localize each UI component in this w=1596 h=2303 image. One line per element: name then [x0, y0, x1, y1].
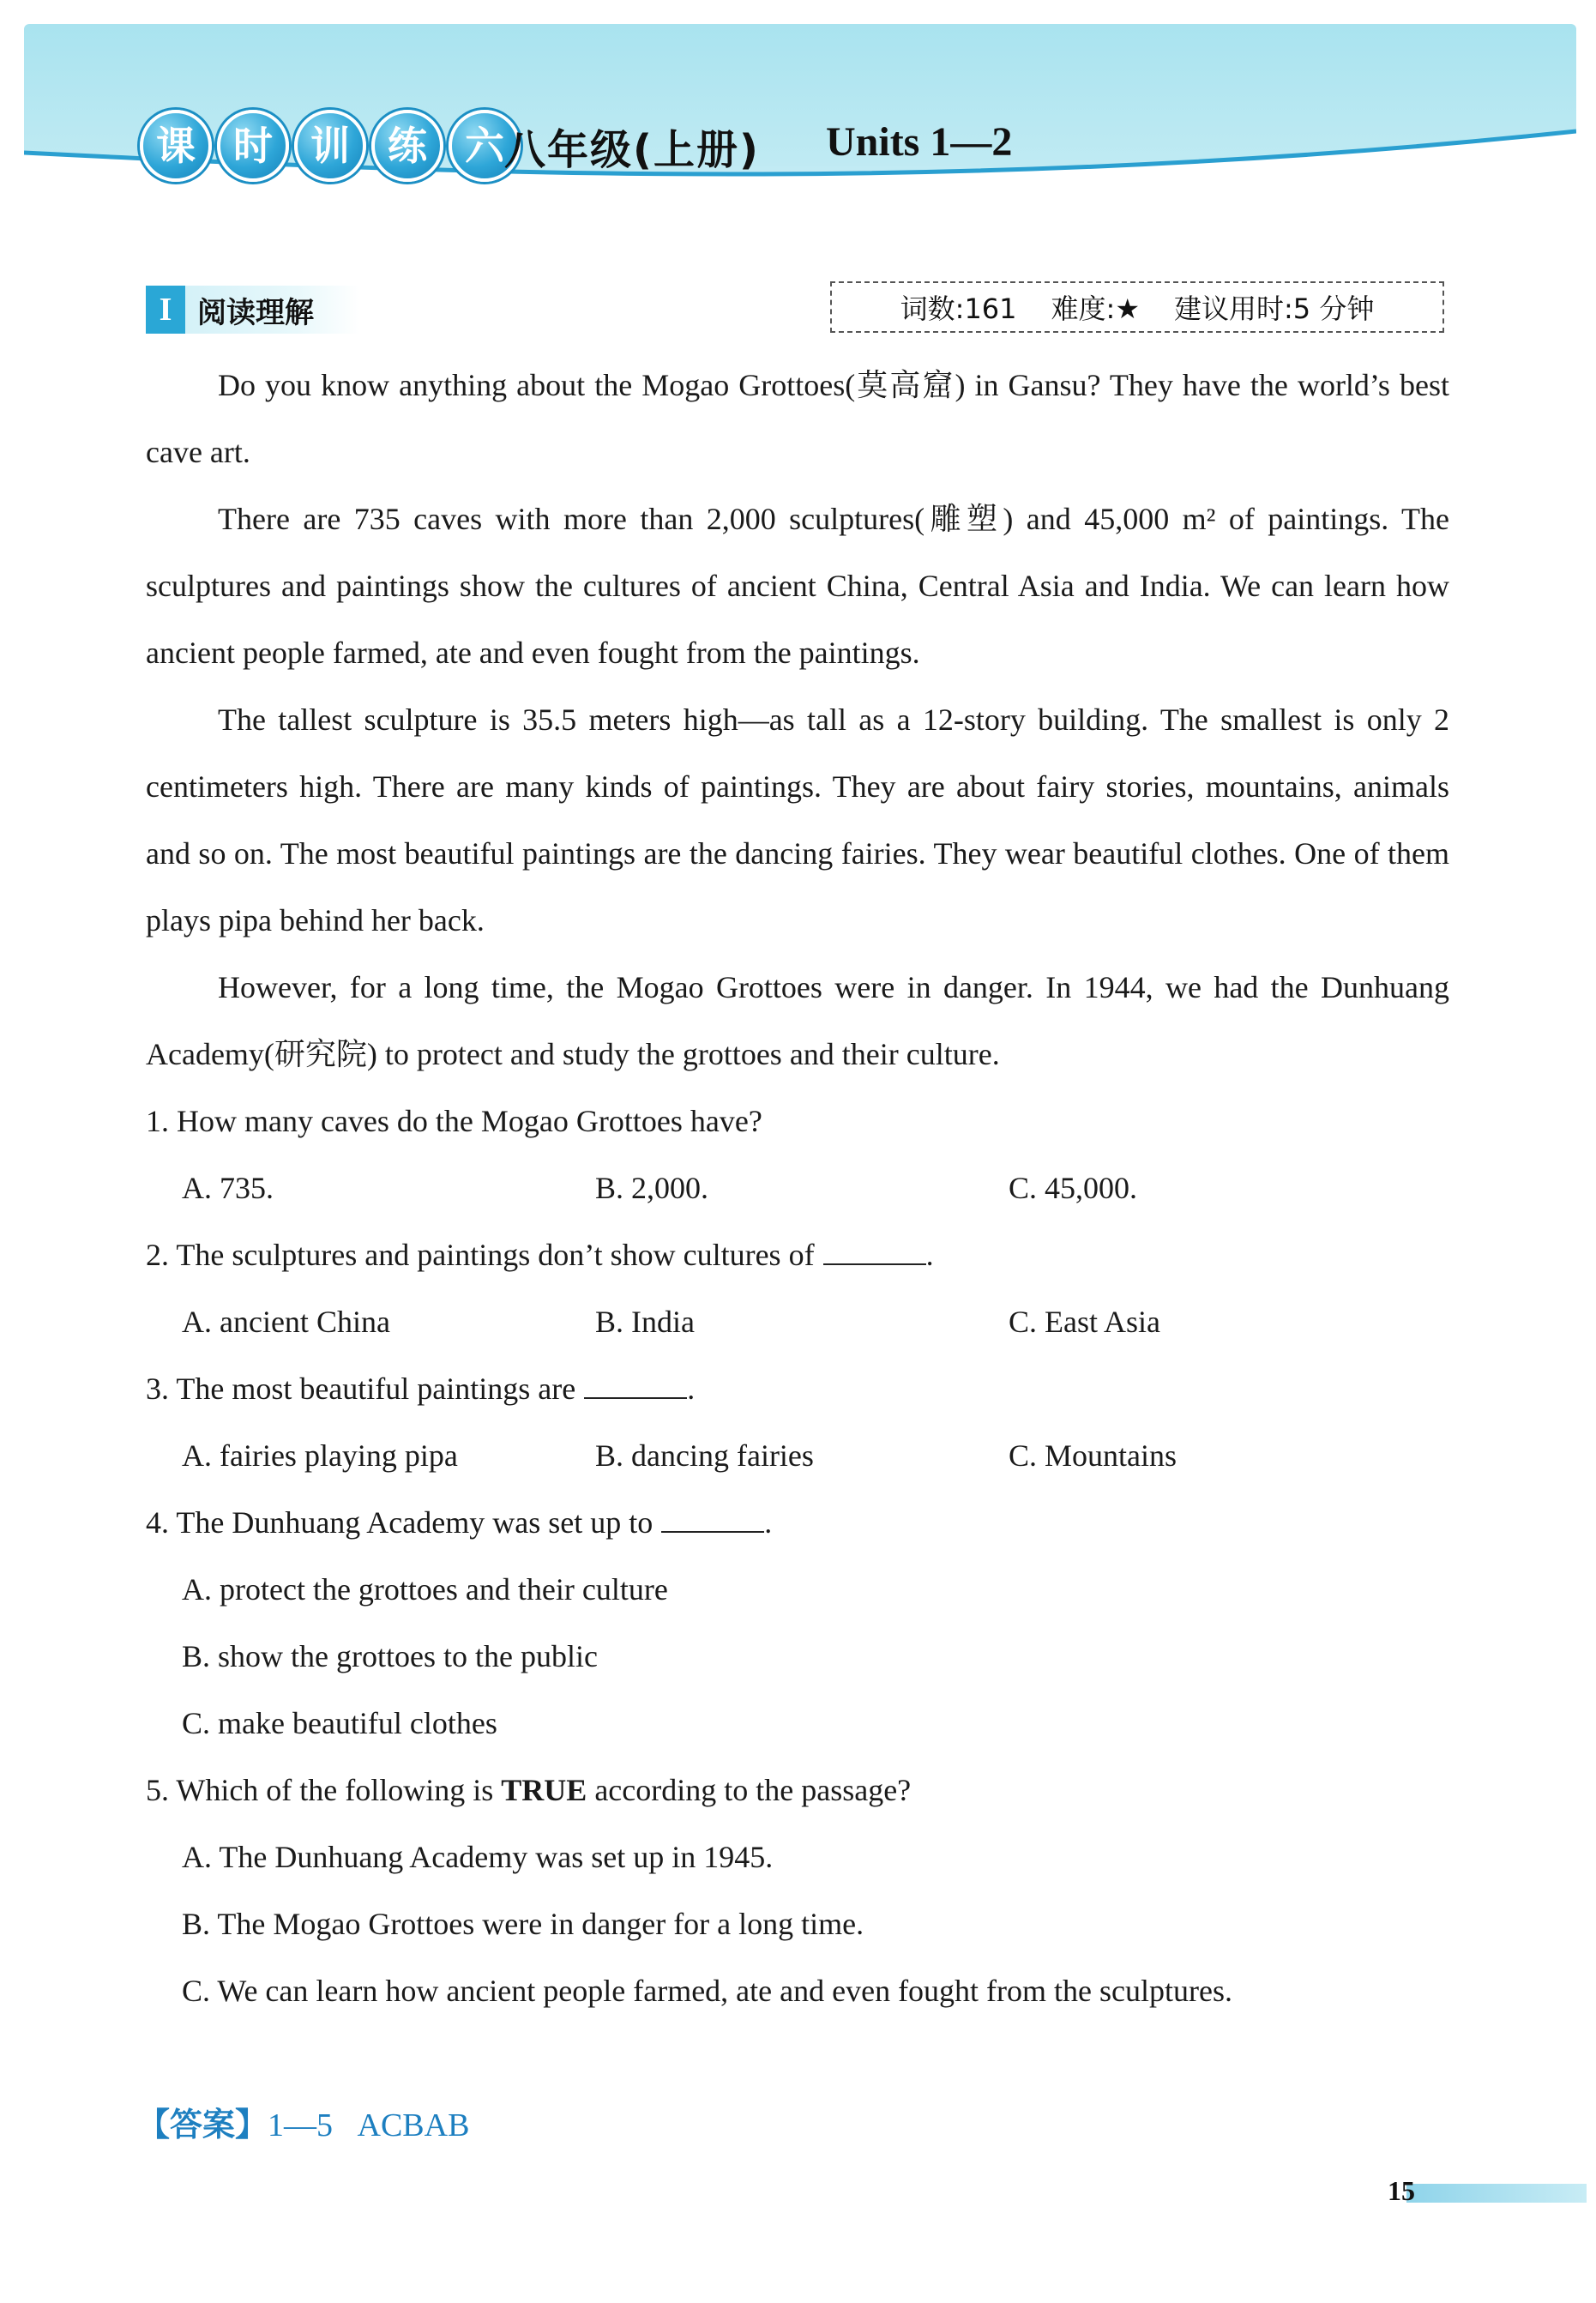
answer-blank — [661, 1505, 764, 1533]
option-c: C. 45,000. — [1009, 1171, 1138, 1205]
option-b: B. India — [595, 1305, 695, 1339]
word-count: 词数:161 — [900, 292, 1017, 325]
option-b: B. dancing fairies — [595, 1438, 814, 1473]
page-number: 15 — [1388, 2175, 1415, 2206]
passage-paragraph: However, for a long time, the Mogao Grottoes were in danger. In 1944, we had the Dunhuang Academy(研究院) to protect and study the grottoes and their culture. — [146, 970, 1449, 1071]
passage-paragraph: The tallest sculpture is 35.5 meters high—as tall as a 12-story building. The smallest is only 2 centimeters high. There are many kinds of paintings. They are about fairy stories, mountains, animals and so on. The most beautiful paintings are the dancing fairies. They wear beautiful clothes. One of them plays pipa behind her back. — [146, 702, 1449, 937]
answer-letters: ACBAB — [357, 2107, 470, 2143]
option-b: B. show the grottoes to the public — [182, 1639, 598, 1673]
option-c: C. Mountains — [1009, 1438, 1177, 1473]
question-5 — [146, 1757, 1449, 1824]
question-stem: according to the passage? — [594, 1773, 912, 1807]
question-1-options — [146, 1155, 1449, 1221]
question-stem: 3. The most beautiful paintings are — [146, 1372, 576, 1406]
answer-blank — [823, 1238, 926, 1265]
option-a: A. The Dunhuang Academy was set up in 1945. — [182, 1840, 774, 1874]
question-3-options — [146, 1422, 1449, 1489]
question-stem: 4. The Dunhuang Academy was set up to — [146, 1505, 653, 1540]
question-2-options — [146, 1288, 1449, 1355]
passage-paragraph: There are 735 caves with more than 2,000 sculptures(雕塑) and 45,000 m² of paintings. The sculptures and paintings show the cultures of ancient China, Central Asia and India. We can learn how ancient people farmed, ate and even fought from the paintings. — [146, 502, 1449, 670]
question-stem: 1. How many caves do the Mogao Grottoes have? — [146, 1104, 762, 1138]
passage-paragraph: Do you know anything about the Mogao Grottoes(莫高窟) in Gansu? They have the world’s best cave art. — [146, 368, 1449, 469]
option-b: B. The Mogao Grottoes were in danger for a long time. — [182, 1907, 864, 1941]
suggested-time: 建议用时:5 分钟 — [1174, 292, 1375, 325]
section-title: 阅读理解 — [197, 295, 314, 330]
question-1 — [146, 1088, 1449, 1155]
answer-label: 【答案】 — [137, 2106, 268, 2143]
question-3 — [146, 1355, 1449, 1422]
units-title: Units 1—2 — [826, 119, 1013, 165]
lesson-badges — [140, 110, 521, 182]
badge-char: 练 — [371, 110, 443, 182]
badge-char: 课 — [140, 110, 212, 182]
period: . — [687, 1372, 696, 1406]
period: . — [925, 1238, 934, 1272]
answer-blank — [584, 1372, 687, 1399]
option-a: A. fairies playing pipa — [182, 1438, 458, 1473]
option-c: C. make beautiful clothes — [182, 1706, 497, 1740]
question-4 — [146, 1489, 1449, 1556]
section-number: I — [146, 286, 185, 334]
question-stem: 5. Which of the following is — [146, 1773, 494, 1807]
page-header — [24, 24, 1576, 221]
option-c: C. East Asia — [1009, 1305, 1160, 1339]
grade-title: 八年级(上册) — [504, 126, 760, 174]
badge-char: 训 — [294, 110, 366, 182]
section-label — [146, 286, 360, 334]
option-a: A. ancient China — [182, 1305, 390, 1339]
difficulty: 难度:★ — [1051, 292, 1141, 325]
page-number-bar — [1406, 2184, 1587, 2203]
reading-info-box — [830, 281, 1444, 333]
option-c: C. We can learn how ancient people farmed, ate and even fought from the sculptures. — [182, 1974, 1232, 2008]
answer-range: 1—5 — [268, 2107, 334, 2143]
badge-char: 时 — [217, 110, 289, 182]
option-b: B. 2,000. — [595, 1171, 709, 1205]
question-2 — [146, 1221, 1449, 1288]
period: . — [764, 1505, 773, 1540]
badge-char: 六 — [449, 110, 521, 182]
question-stem-emphasis: TRUE — [501, 1773, 587, 1807]
option-a: A. 735. — [182, 1171, 274, 1205]
option-a: A. protect the grottoes and their culture — [182, 1572, 668, 1607]
question-stem: 2. The sculptures and paintings don’t show cultures of — [146, 1238, 815, 1272]
answer-key — [137, 2098, 469, 2145]
reading-content — [146, 352, 1449, 2024]
